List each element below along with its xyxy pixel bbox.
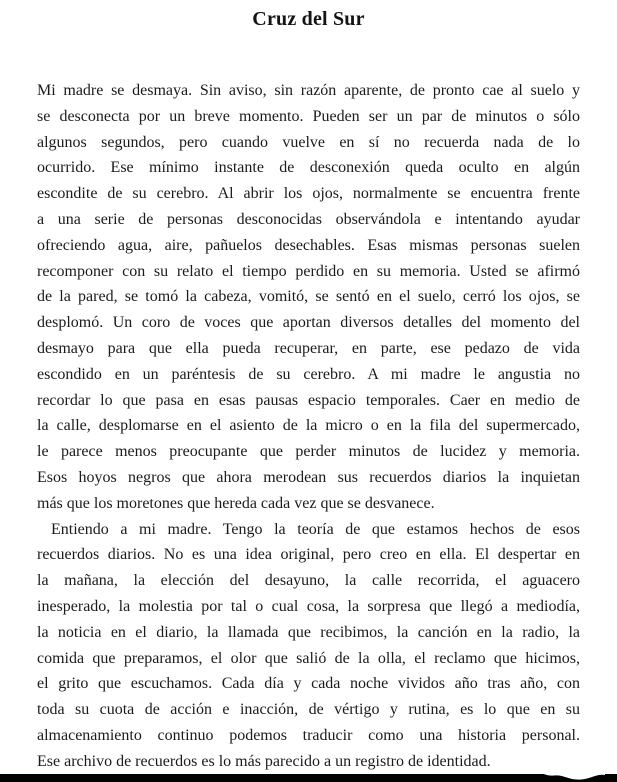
text-line: desplomó. Un coro de voces que aportan diversos detalles del momento del [37,314,580,332]
text-line: más que los moretones que hereda cada vez que se desvanece. [37,494,435,512]
text-line: escondido en un paréntesis de su cerebro. A mi madre le angustia no [37,365,580,383]
text-line: Mi madre se desmaya. Sin aviso, sin razón aparente, de pronto cae al suelo y [37,82,580,99]
text-line: almacenamiento continuo podemos traducir como una historia personal. [37,726,580,744]
chapter-title: Cruz del Sur [252,8,365,30]
text-line: la calle, desplomarse en el asiento de la micro o en la fila del supermercado, [37,417,580,435]
text-line: escondite de su cerebro. Al abrir los ojos, normalmente se encuentra frente [37,185,580,203]
text-line: le parece menos preocupante que perder minutos de lucidez y memoria. [37,443,580,461]
text-line: recordar lo que pasa en esas pausas espacio temporales. Caer en medio de [37,391,580,409]
text-line: algunos segundos, pero cuando vuelve en sí no recuerda nada de lo [37,133,580,151]
text-line: se desconecta por un breve momento. Pueden ser un par de minutos o sólo [37,107,580,125]
body-text [37,78,580,775]
text-line: la noticia en el diario, la llamada que recibimos, la canción en la radio, la [37,623,580,641]
text-line: inesperado, la molestia por tal o cual cosa, la sorpresa que llegó a mediodía, [37,597,580,615]
text-line: recomponer con su relato el tiempo perdido en su memoria. Usted se afirmó [37,262,580,280]
text-line: desmayo para que ella pueda recuperar, en parte, ese pedazo de vida [37,339,580,357]
text-line: Ese archivo de recuerdos es lo más parecido a un registro de identidad. [37,752,491,770]
text-line: Esos hoyos negros que ahora merodean sus recuerdos diarios la inquietan [37,468,580,486]
text-line: el grito que escuchamos. Cada día y cada noche vividos año tras año, con [37,675,580,693]
text-line: ofreciendo agua, aire, pañuelos desechables. Esas mismas personas suelen [37,236,580,254]
text-line: la mañana, la elección del desayuno, la calle recorrida, el aguacero [37,572,580,590]
page-curl-artifact [543,769,605,782]
text-line: Entiendo a mi madre. Tengo la teoría de que estamos hechos de esos [51,520,580,538]
text-line: comida que preparamos, el olor que salió de la olla, el reclamo que hicimos, [37,649,580,667]
bottom-bar [0,774,617,782]
text-line: ocurrido. Ese mínimo instante de desconexión queda oculto en algún [37,159,580,177]
text-line: de la pared, se tomó la cabeza, vomitó, se sentó en el suelo, cerró los ojos, se [37,288,580,306]
text-line: a una serie de personas desconocidas observándola e intentando ayudar [37,210,580,228]
text-line: recuerdos diarios. No es una idea original, pero creo en ella. El despertar en [37,546,580,564]
text-line: toda su cuota de acción e inacción, de vértigo y rutina, es lo que en su [37,701,580,719]
